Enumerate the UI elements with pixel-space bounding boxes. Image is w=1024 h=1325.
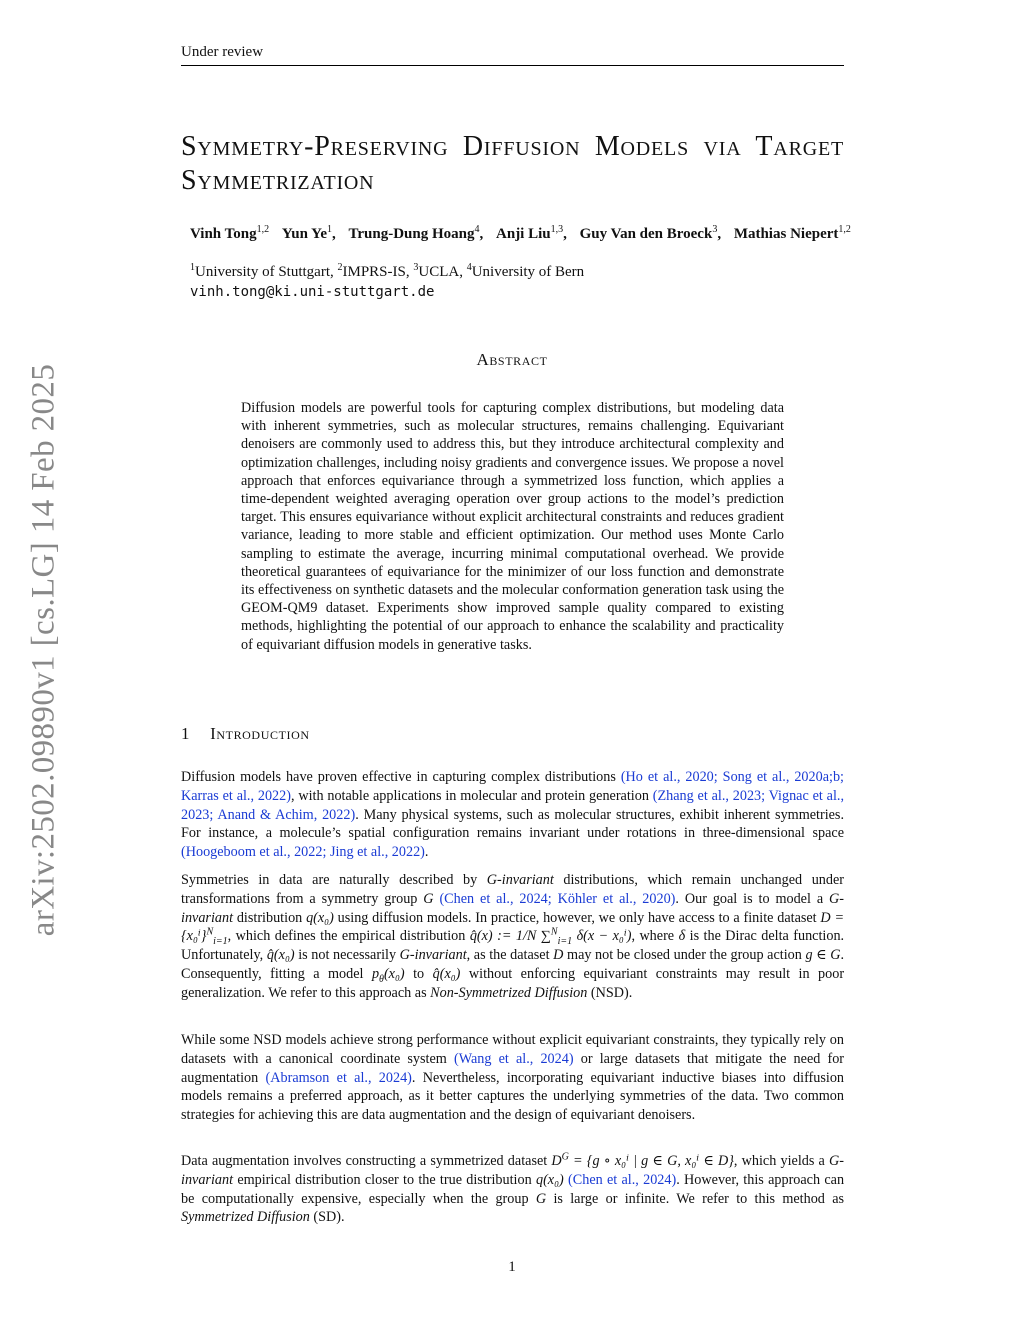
citation-link[interactable]: (Hoogeboom et al., 2022; Jing et al., 2022) — [181, 844, 425, 861]
intro-paragraph-4: Data augmentation involves constructing a symmetrized dataset $D^G = \{g$ ∘ x₀ⁱ | g ∈ G, x₀ⁱ ∈ D}, which yields a G-invariant empirical distribution closer to the true distribution q(x₀) (Chen et al., 2024). However, this approach can be computationally expensive, especially when the group G is large or infinite. We refer to this method as Symmetrized Diffusion (SD). — [181, 1151, 845, 1226]
abstract-text: Diffusion models are powerful tools for capturing complex distributions, but modeling data with inherent symmetries, such as molecular structures, remains challenging. Equivariant denoisers are commonly used to address this, but they introduce architectural complexity and optimization challenges, including noisy gradients and convergence issues. We propose a novel approach that enforces equivariance through a symmetrized loss function, which applies a time-dependent weighted averaging operation over group actions to the model’s prediction target. This ensures equivariance without explicit architectural constraints and reduces gradient variance, leading to more stable and efficient optimization. Our method uses Monte Carlo sampling to estimate the average, incurring minimal computational overhead. We provide theoretical guarantees of equivariance for the minimizer of our loss function and demonstrate its effectiveness on synthetic datasets and the molecular conformation generation task using the GEOM-QM9 dataset. Experiments show improved sample quality compared to existing methods, highlighting the potential of our approach to enhance the scalability and practicality of equivariant diffusion models in generative tasks. — [241, 400, 784, 653]
arxiv-side-stamp: arXiv:2502.09890v1 [cs.LG] 14 Feb 2025 — [25, 363, 62, 937]
abstract-heading: Abstract — [476, 350, 548, 369]
citation-link[interactable]: (Zhang et al., 2023; Vignac et al., 2023; Anand & Achim, 2022) — [181, 787, 844, 823]
intro-paragraph-1: Diffusion models have proven effective in capturing complex distributions (Ho et al., 2020; Song et al., 2020a;b; Karras et al., 2022), with notable applications in molecular and protein generation (Zhang et al., 2023; Vignac et al., 2023; Anand & Achim, 2022). Many physical systems, such as molecular structures, exhibit inherent symmetries. For instance, a molecule’s spatial configuration remains invariant under rotations in three-dimensional space (Hoogeboom et al., 2022; Jing et al., 2022). — [181, 769, 845, 861]
intro-paragraph-3: While some NSD models achieve strong performance without explicit equivariant constraints, they typically rely on datasets with a canonical coordinate system (Wang et al., 2024) or large datasets that mitigate the need for augmentation (Abramson et al., 2024). Nevertheless, incorporating equivariant inductive biases into diffusion models remains a preferred approach, as it better captures the underlying symmetries of the data. Two common strategies for achieving this are data augmentation and the design of equivariant denoisers. — [181, 1032, 845, 1124]
affiliations: $^1$University of Stuttgart, $^2$IMPRS-IS, $^3$UCLA, $^4$University of Bern — [190, 262, 585, 280]
section-heading-introduction: 1 Introduction — [181, 724, 310, 743]
author: Vinh Tong$^{1,2}$ — [190, 224, 270, 242]
contact-email[interactable]: vinh.tong@ki.uni-stuttgart.de — [190, 284, 435, 300]
page-number: 1 — [508, 1259, 516, 1275]
citation-link[interactable]: (Chen et al., 2024) — [568, 1171, 677, 1188]
author: Trung-Dung Hoang$^4$, — [348, 224, 484, 242]
paper-title: Symmetry-Preserving Diffusion Models via Target Symmetrization — [181, 131, 844, 196]
author-list — [190, 226, 930, 243]
header-label: Under review — [181, 44, 264, 60]
author: Guy Van den Broeck$^3$, — [579, 224, 722, 242]
citation-link[interactable]: (Abramson et al., 2024) — [265, 1069, 412, 1086]
citation-link[interactable]: (Wang et al., 2024) — [453, 1050, 574, 1067]
header-rule — [181, 65, 844, 66]
citation-link[interactable]: (Ho et al., 2020; Song et al., 2020a;b; Karras et al., 2022) — [181, 769, 844, 804]
author: Anji Liu$^{1,3}$, — [496, 224, 567, 242]
intro-paragraph-2: Symmetries in data are naturally described by G-invariant distributions, which remain unchanged under transformations from a symmetry group G (Chen et al., 2024; Köhler et al., 2020). Our goal is to model a G-invariant distribution q(x₀) using diffusion models. In practice, however, we only have access to a finite dataset $D = \{x_0^i\}^N_{i=1}$, which defines the empirical distribution q̂(x) := 1/N ∑$^N_{i=1}$ δ(x − x₀ⁱ), where δ is the Dirac delta function. Unfortunately, q̂(x₀) is not necessarily G-invariant, as the dataset D may not be closed under the group action g ∈ G. Consequently, fitting a model $p_\theta(x_0)$ to q̂(x₀) without enforcing equivariant constraints may result in poor generalization. We refer to this approach as Non-Symmetrized Diffusion (NSD). — [181, 872, 845, 1001]
citation-link[interactable]: (Chen et al., 2024; Köhler et al., 2020) — [439, 890, 676, 907]
author: Yun Ye$^1$, — [281, 224, 336, 242]
author: Mathias Niepert$^{1,2}$ — [733, 224, 851, 242]
